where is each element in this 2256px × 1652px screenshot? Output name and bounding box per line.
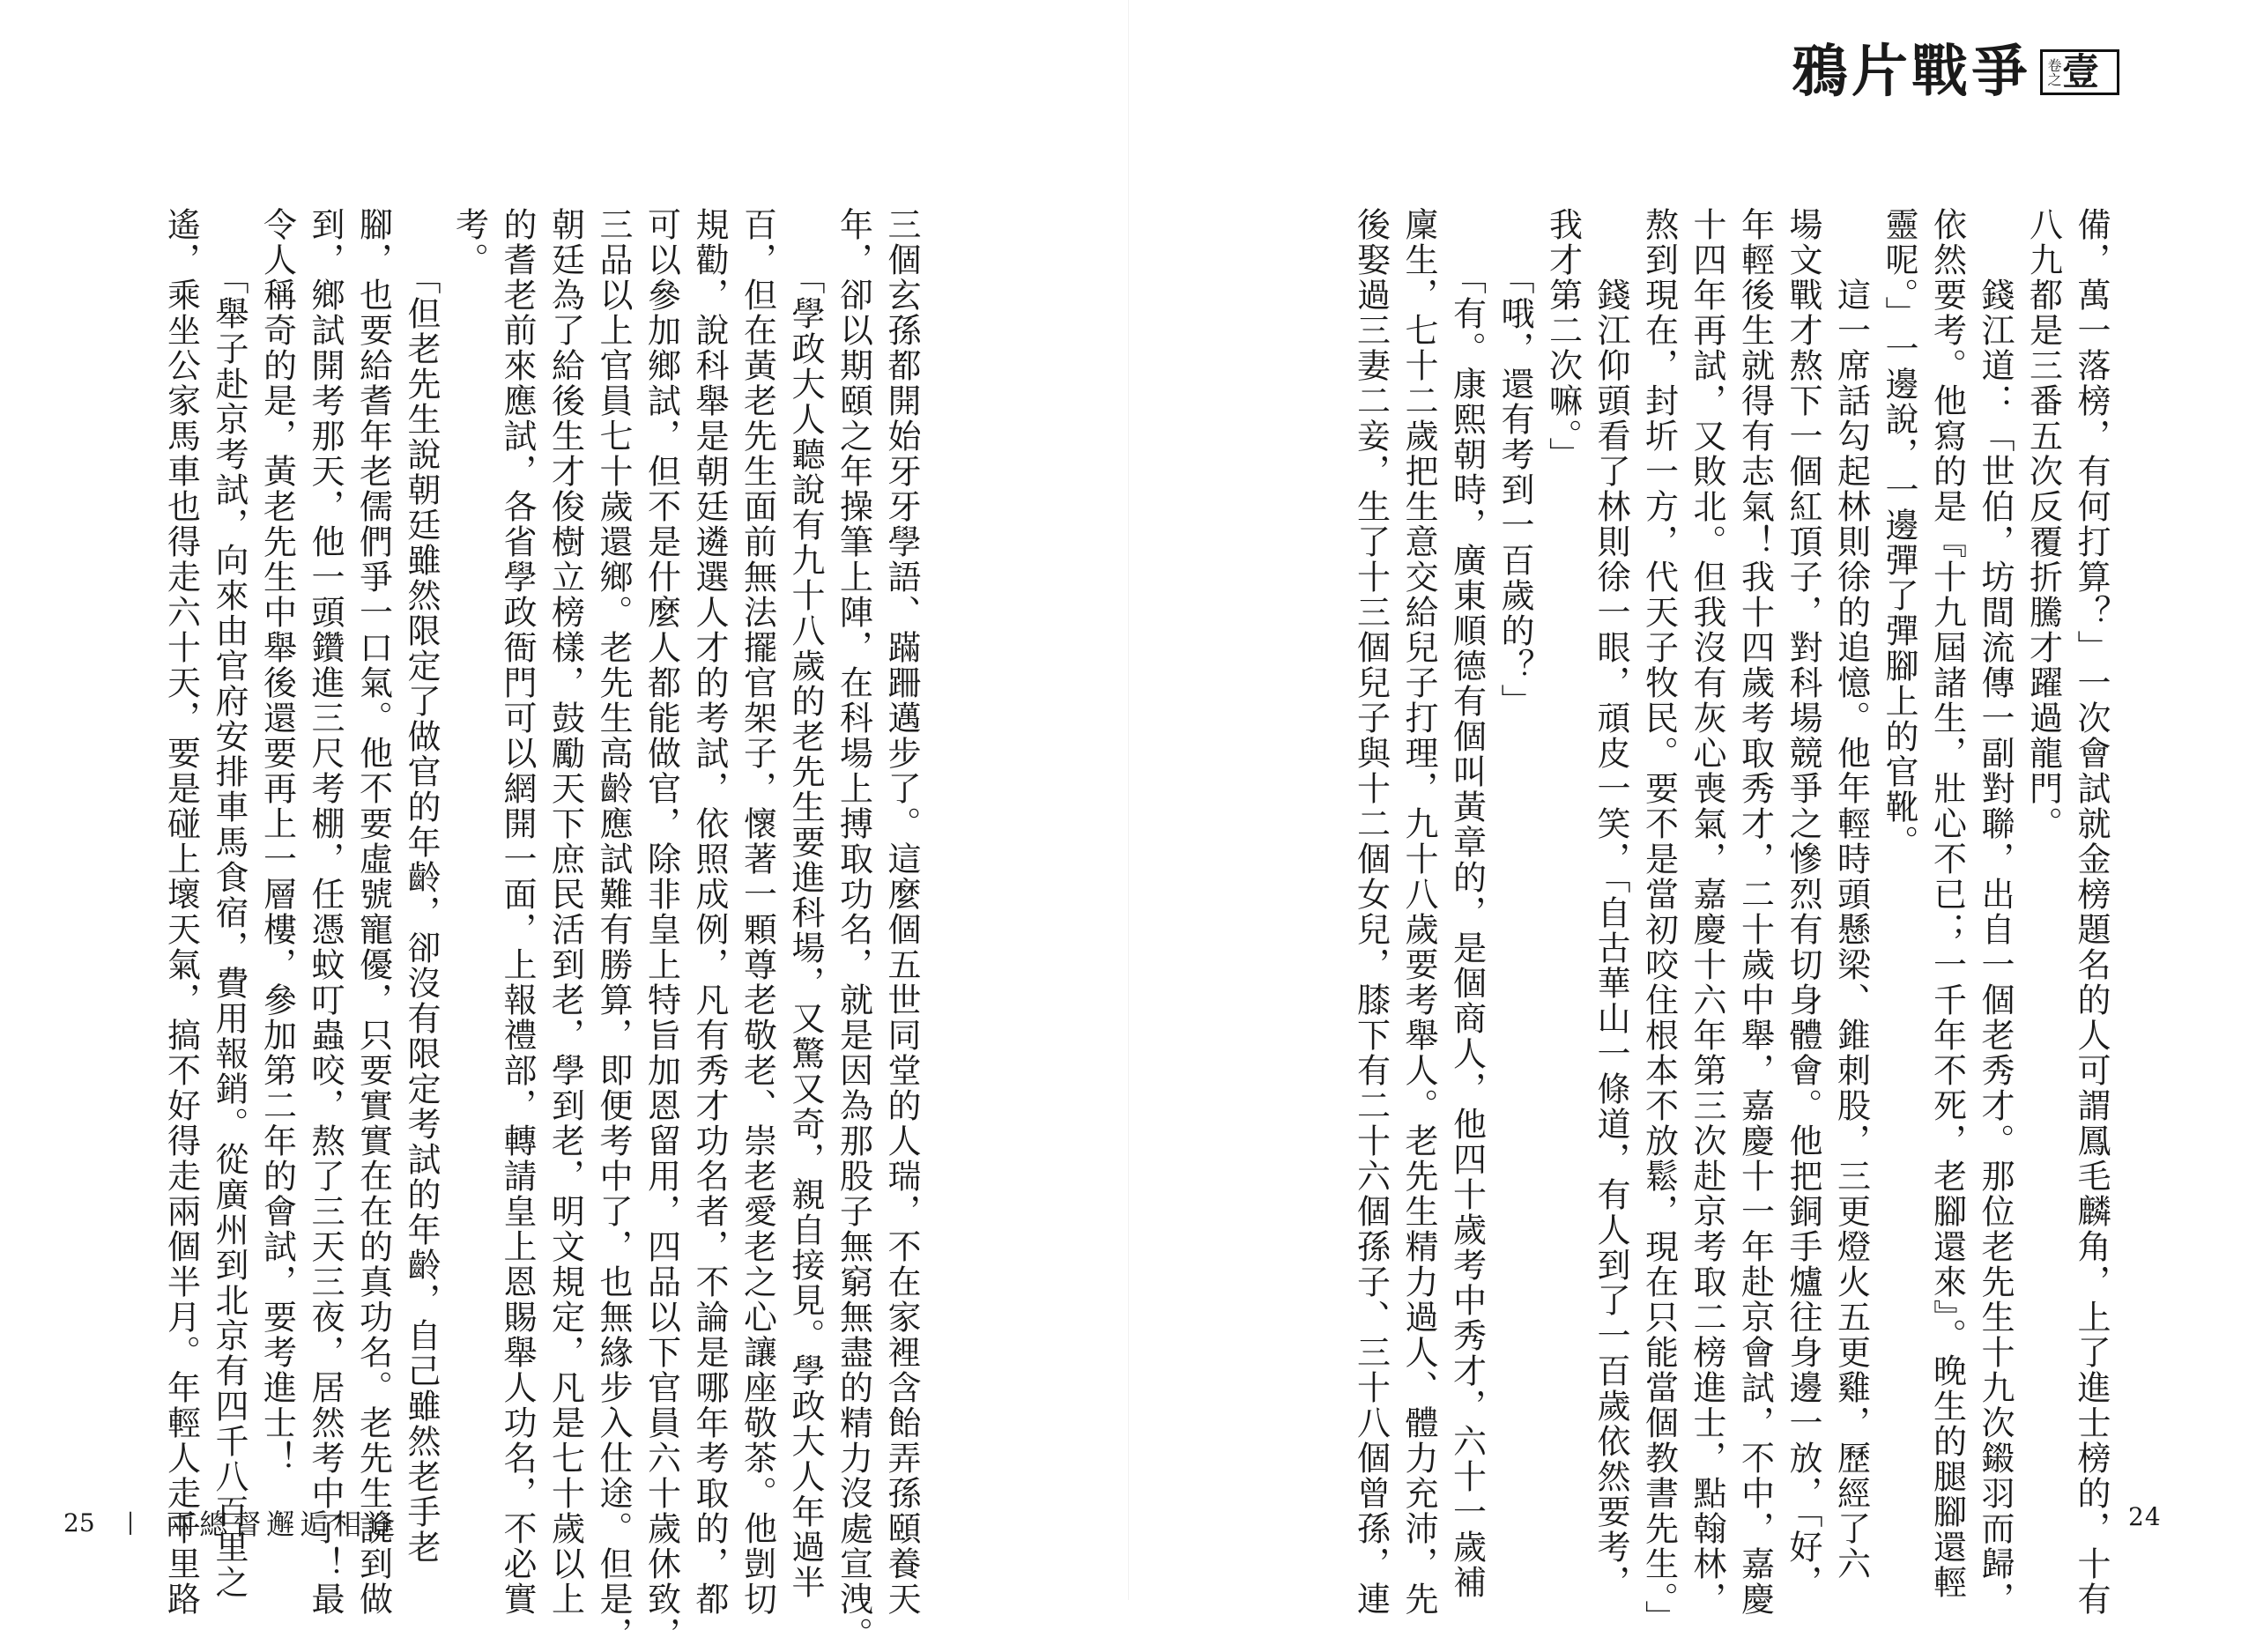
- text-line: 八九都是三番五次反覆折騰才躍過龍門。: [2023, 207, 2063, 841]
- text-line: 年，卻以期頤之年操筆上陣，在科場上搏取功名，就是因為那股子無窮無盡的精力沒處宣洩。: [834, 207, 873, 1652]
- text-line: 「學政大人聽說有九十八歲的老先生要進科場，又驚又奇，親自接見。學政大人年過半: [786, 207, 825, 1600]
- volume-badge: [2040, 49, 2119, 95]
- text-line: 我才第二次嘛。」: [1543, 207, 1583, 472]
- right-page-body: [1351, 207, 2115, 1635]
- text-line: 遙，乘坐公家馬車也得走六十天，要是碰上壞天氣，搞不好得走兩個半月。年輕人走千里路: [161, 207, 201, 1617]
- text-line: 年輕後生就得有志氣！我十四歲考取秀才，二十歲中舉，嘉慶十一年赴京會試，不中，嘉慶: [1735, 207, 1775, 1617]
- text-line: 規勸，說科舉是朝廷遴選人才的考試，依照成例，凡有秀才功名者，不論是哪年考取的，都: [690, 207, 729, 1617]
- text-line: 備，萬一落榜，有何打算？」一次會試就金榜題名的人可謂鳳毛麟角，上了進士榜的，十有: [2072, 207, 2111, 1617]
- page-number-right: 24: [2128, 1502, 2162, 1531]
- text-line: 「但老先生說朝廷雖然限定了做官的年齡，卻沒有限定考試的年齡，自己雖然老手老: [402, 207, 441, 1565]
- text-line: 廩生，七十二歲把生意交給兒子打理，九十八歲要考舉人。老先生精力過人、體力充沛，先: [1399, 207, 1438, 1617]
- text-line: 三品以上官員七十歲還鄉。老先生高齡應試難有勝算，即便考中了，也無緣步入仕途。但是，: [594, 207, 633, 1652]
- text-line: 十四年再試，又敗北。但我沒有灰心喪氣，嘉慶十六年第三次赴京考取二榜進士，點翰林，: [1688, 207, 1726, 1617]
- text-line: 到，鄉試開考那天，他一頭鑽進三尺考棚，任憑蚊叮蟲咬，熬了三天三夜，居然考中了！最: [306, 207, 345, 1617]
- page-number-left: 25: [63, 1508, 95, 1537]
- text-line: 依然要考。他寫的是『十九屆諸生，壯心不已；一千年不死，老腳還來』。晚生的腿腳還輕: [1927, 207, 1967, 1600]
- book-title: 鴉片戰爭: [1791, 39, 2031, 105]
- volume-number: 壹: [2061, 50, 2099, 93]
- text-line: 熬到現在，封圻一方，代天子牧民。要不是當初咬住根本不放鬆，現在只能當個教書先生。」: [1639, 207, 1679, 1635]
- text-line: 錢江道：「世伯，坊間流傳一副對聯，出自一個老秀才。那位老先生十九次鎩羽而歸，: [1976, 207, 2015, 1617]
- left-page-footer: [63, 1502, 400, 1543]
- text-line: 「哦，還有考到一百歲的？」: [1495, 207, 1534, 719]
- volume-prefix: 卷之: [2044, 58, 2062, 86]
- text-line: 場文戰才熬下一個紅頂子，對科場競爭之慘烈有切身體會。他把銅手爐往身邊一放，「好，: [1784, 207, 1822, 1600]
- footer-separator: |: [126, 1509, 135, 1536]
- text-line: 可以參加鄉試，但不是什麼人都能做官，除非皇上特旨加恩留用，四品以下官員六十歲休致，: [642, 207, 681, 1652]
- text-line: 朝廷為了給後生才俊樹立榜樣，鼓勵天下庶民活到老，學到老，明文規定，凡是七十歲以上: [545, 207, 585, 1617]
- text-line: 這一席話勾起林則徐的追憶。他年輕時頭懸梁、錐刺股，三更燈火五更雞，歷經了六: [1831, 207, 1871, 1582]
- page-gutter: [1128, 0, 1129, 1600]
- book-title-header: [1791, 39, 2119, 105]
- text-line: 三個玄孫都開始牙牙學語、蹣跚邁步了。這麼個五世同堂的人瑞，不在家裡含飴弄孫頤養天: [882, 207, 921, 1617]
- text-line: 「有。康熙朝時，廣東順德有個叫黃章的，是個商人，他四十歲考中秀才，六十一歲補: [1447, 207, 1487, 1600]
- text-line: 腳，也要給耆年老儒們爭一口氣。他不要虛號寵優，只要實實在在的真功名。老先生說到做: [353, 207, 393, 1617]
- text-line: 「舉子赴京考試，向來由官府安排車馬食宿，費用報銷。從廣州到北京有四千八百里之: [210, 207, 249, 1600]
- text-line: 考。: [449, 207, 489, 278]
- text-line: 令人稱奇的是，黃老先生中舉後還要再上一層樓，參加第二年的會試，要考進士！: [257, 207, 297, 1476]
- text-line: 錢江仰頭看了林則徐一眼，頑皮一笑，「自古華山一條道，有人到了一百歲依然要考，: [1592, 207, 1630, 1600]
- text-line: 後娶過三妻二妾，生了十三個兒子與十二個女兒，膝下有二十六個孫子、三十八個曾孫，連: [1351, 207, 1391, 1617]
- text-line: 靈呢。」一邊說，一邊彈了彈腳上的官靴。: [1880, 207, 1918, 860]
- text-line: 的耆老前來應試，各省學政衙門可以網開一面，上報禮部，轉請皇上恩賜舉人功名，不必實: [498, 207, 537, 1617]
- text-line: 百，但在黃老先生面前無法擺官架子，懷著一顆尊老敬老、崇老愛老之心讓座敬茶。他剴切: [738, 207, 777, 1617]
- chapter-running-head: 兩總督邂逅相逢: [166, 1508, 401, 1541]
